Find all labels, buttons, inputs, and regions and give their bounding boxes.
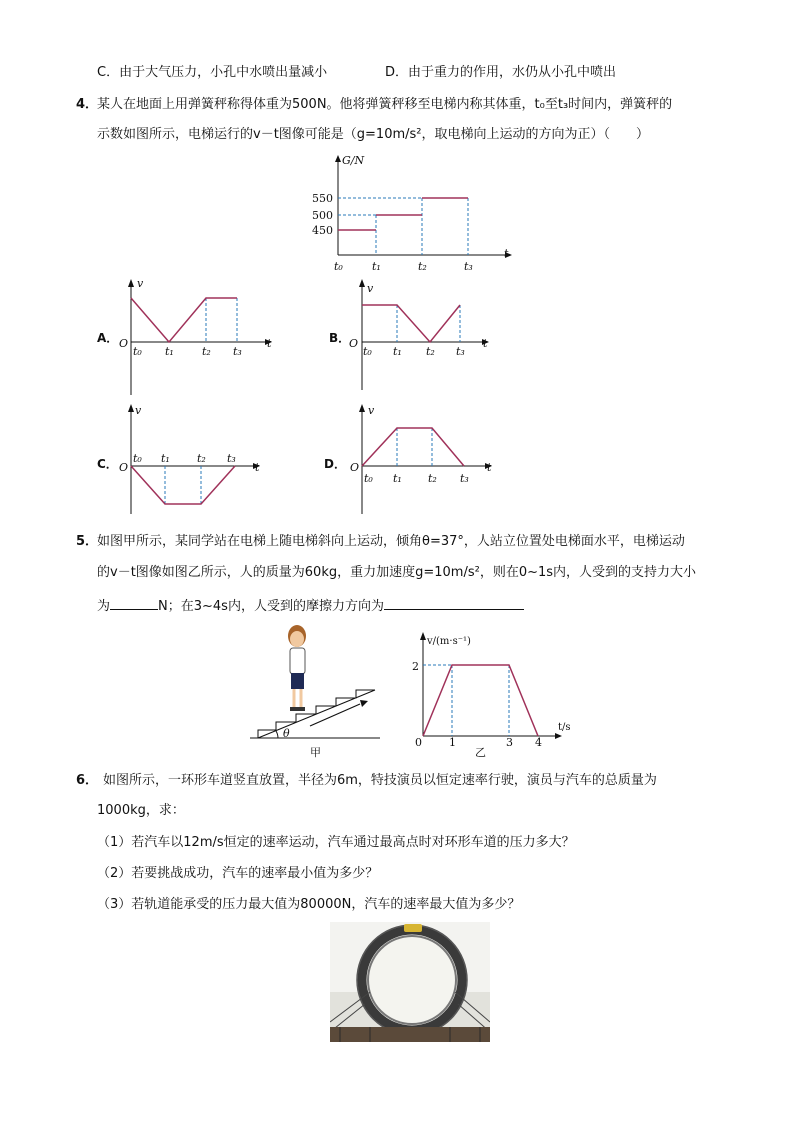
q3-option-d: D．由于重力的作用，水仍从小孔中喷出 [385,65,617,80]
svg-text:t₁: t₁ [393,472,402,485]
svg-text:t₃: t₃ [233,345,242,358]
q4-number: 4． [76,97,99,112]
q6-line2: 1000kg，求： [97,803,185,818]
caption-yi: 乙 [475,746,486,759]
svg-text:t₂: t₂ [202,345,211,358]
gt-ylabel: G/N [342,154,365,167]
svg-text:O: O [119,337,129,350]
q6-part-2: （2）若要挑战成功，汽车的速率最小值为多少？ [97,866,379,881]
q4-gt-graph [300,150,520,275]
svg-text:t₂: t₂ [426,345,435,358]
q4-line2: 示数如图所示，电梯运行的v－t图像可能是（g=10m/s²，取电梯向上运动的方向为正）（ ） [97,127,650,142]
svg-text:t₁: t₁ [165,345,174,358]
q6-line1: 如图所示，一环形车道竖直放置，半径为6m，特技演员以恒定速率行驶，演员与汽车的总质量为 [103,773,657,788]
svg-text:v: v [367,282,374,295]
option-d-label: D． [324,457,346,471]
q5-blank-2[interactable] [384,595,524,610]
svg-text:t: t [255,461,260,474]
svg-text:t₀: t₀ [133,452,142,465]
svg-text:t₂: t₂ [197,452,206,465]
gt-xtick-t1: t₁ [372,260,381,273]
vt-ytick-2: 2 [412,660,419,673]
svg-text:t₀: t₀ [133,345,142,358]
svg-text:t₀: t₀ [363,345,372,358]
svg-text:t: t [487,461,492,474]
q6-part-1: （1）若汽车以12m/s恒定的速率运动，汽车通过最高点时对环形车道的压力多大？ [97,835,575,850]
q4-option-d-graph [322,402,522,517]
svg-text:t₃: t₃ [456,345,465,358]
svg-text:O: O [350,461,360,474]
gt-xlabel: t [504,247,509,260]
gt-ytick-550: 550 [312,192,333,205]
option-b-label: B． [329,331,351,345]
gt-ytick-500: 500 [312,209,333,222]
svg-text:v: v [137,277,144,290]
svg-text:3: 3 [506,736,513,749]
q4-line1: 某人在地面上用弹簧秤称得体重为500N。他将弹簧秤移至电梯内称其体重，t₀至t₃时间内，弹簧秤的 [97,97,673,112]
vt-ylabel: v/(m·s⁻¹) [427,636,471,647]
vt-xlabel: t/s [558,722,571,733]
svg-text:t₂: t₂ [428,472,437,485]
q5-escalator-figure [250,620,385,760]
loop-track-photo [330,922,490,1042]
q6-part-3: （3）若轨道能承受的压力最大值为80000N，汽车的速率最大值为多少？ [97,897,521,912]
q5-blank-1[interactable] [110,595,158,610]
q5-vt-graph [405,628,585,760]
q5-line2: 的v－t图像如图乙所示，人的质量为60kg，重力加速度g=10m/s²，则在0~1s内，人受到的支持力大小 [97,565,697,580]
gt-ytick-450: 450 [312,224,333,237]
svg-text:1: 1 [449,736,456,749]
svg-text:t: t [483,337,488,350]
svg-text:t₁: t₁ [161,452,170,465]
svg-text:v: v [368,404,375,417]
option-c-label: C． [97,457,118,471]
theta-label: θ [283,727,290,740]
q5-line3: 为 N；在3~4s内，人受到的摩擦力方向为 [97,595,524,616]
q6-number: 6． [76,773,99,788]
gt-xtick-t0: t₀ [334,260,343,273]
q4-option-b-graph [327,275,527,400]
svg-text:t: t [267,337,272,350]
q5-number: 5． [76,534,99,549]
option-a-label: A． [97,331,119,345]
gt-xtick-t3: t₃ [464,260,473,273]
svg-text:O: O [349,337,359,350]
svg-text:t₀: t₀ [364,472,373,485]
svg-text:t₃: t₃ [460,472,469,485]
q5-line1: 如图甲所示，某同学站在电梯上随电梯斜向上运动，倾角θ=37°，人站立位置处电梯面水平，电梯运动 [97,534,685,549]
q3-option-c: C．由于大气压力，小孔中水喷出量减小 [97,65,328,80]
q4-option-c-graph [93,402,293,517]
svg-text:4: 4 [535,736,542,749]
svg-text:t₃: t₃ [227,452,236,465]
svg-text:v: v [135,404,142,417]
gt-xtick-t2: t₂ [418,260,427,273]
svg-text:O: O [119,461,129,474]
svg-text:0: 0 [415,736,422,749]
q4-option-a-graph [93,275,293,400]
svg-text:t₁: t₁ [393,345,402,358]
caption-jia: 甲 [310,746,321,759]
